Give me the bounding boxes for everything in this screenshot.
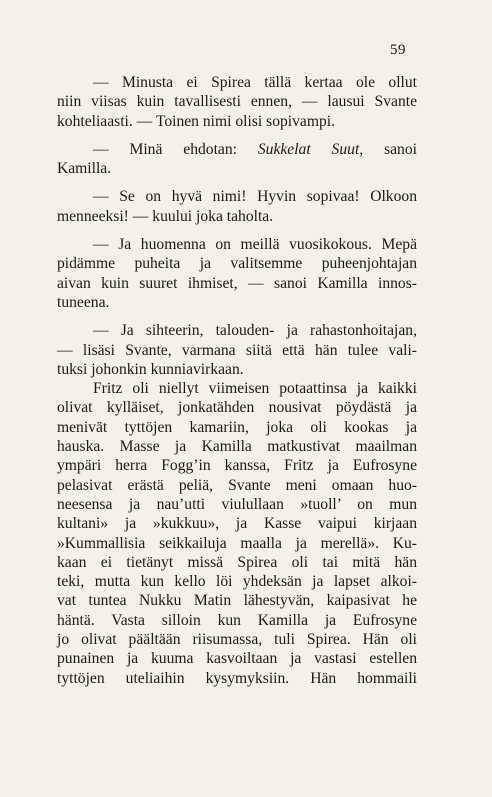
text-line [57, 159, 417, 178]
text-line: tyttöjen uteliaihin kysymyksiin. Hän hommaili [57, 669, 417, 687]
text-run: — Minä ehdotan: [93, 140, 258, 158]
text-line: pidämme puheita ja valitsemme puheenjohtajan [57, 255, 417, 273]
text-line: tuksi johonkin kunniavirkaan. [57, 360, 244, 378]
text-line: teki, mutta kun kello löi yhdeksän ja lapset alkoi- [57, 573, 417, 591]
text-run: Kamilla. [57, 160, 112, 178]
paragraph-2 [57, 140, 417, 179]
text-line: vat tuntea Nukku Matin lähestyvän, kaipasivat he [57, 592, 417, 610]
paragraph-4 [57, 235, 417, 312]
paragraph-5 [57, 321, 417, 379]
text-line: — Ja sihteerin, talouden- ja rahastonhoitajan, [93, 322, 417, 340]
text-line: niin viisas kuin tavallisesti ennen, — lausui Svante [57, 93, 417, 111]
text-run: sanoi [363, 140, 417, 158]
text-line: — Se on hyvä nimi! Hyvin sopivaa! Olkoon [93, 188, 417, 206]
text-line: Fritz oli niellyt viimeisen potaattinsa ja kaikki [93, 380, 417, 398]
text-line: punainen ja kuuma kasvoiltaan ja vastasi estellen [57, 650, 417, 668]
text-line: tuneena. [57, 293, 110, 311]
text-line: — Ja huomenna on meillä vuosikokous. Mepä [93, 236, 417, 254]
text-line: olivat kylläiset, jonkatähden nousivat pöydästä ja [57, 399, 417, 417]
text-line: — Minusta ei Spirea tällä kertaa ole ollut [93, 74, 417, 91]
text-line: menivät tyttöjen kamariin, joka oli kookas ja [57, 418, 417, 436]
paragraph-1 [57, 73, 417, 131]
text-line: — lisäsi Svante, varmana siitä että hän tulee vali- [57, 341, 417, 359]
paragraph-6 [57, 379, 417, 688]
text-line: »Kummallisia seikkailuja maalla ja merellä». Ku- [57, 534, 417, 552]
page-number: 59 [390, 42, 406, 58]
text-line: jo olivat päältään riisumassa, tuli Spirea. Hän oli [57, 631, 417, 649]
text-line: hauska. Masse ja Kamilla matkustivat maailman [57, 438, 417, 456]
text-line: kaan ei tietänyt missä Spirea oli tai mitä hän [57, 553, 417, 571]
text-line: pelasivat erästä peliä, Svante meni omaan huo- [57, 476, 417, 494]
text-line: neesensa ja nau’utti viulullaan »tuoll’ on mun [57, 495, 417, 513]
italic-title: Sukkelat Suut, [257, 140, 364, 158]
body-text [57, 73, 417, 688]
text-line: menneeksi! — kuului joka taholta. [57, 207, 274, 225]
text-line: aivan kuin suuret ihmiset, — sanoi Kamilla innos- [57, 274, 417, 292]
paragraph-3 [57, 187, 417, 226]
text-line: kohteliaasti. — Toinen nimi olisi sopivampi. [57, 112, 335, 130]
text-line: kultani» ja »kukkuu», ja Kasse vaipui kirjaan [57, 515, 417, 533]
text-line [57, 140, 417, 159]
text-line: häntä. Vasta silloin kun Kamilla ja Eufrosyne [57, 611, 417, 629]
text-line: ympäri herra Fogg’in kanssa, Fritz ja Eufrosyne [57, 457, 417, 475]
